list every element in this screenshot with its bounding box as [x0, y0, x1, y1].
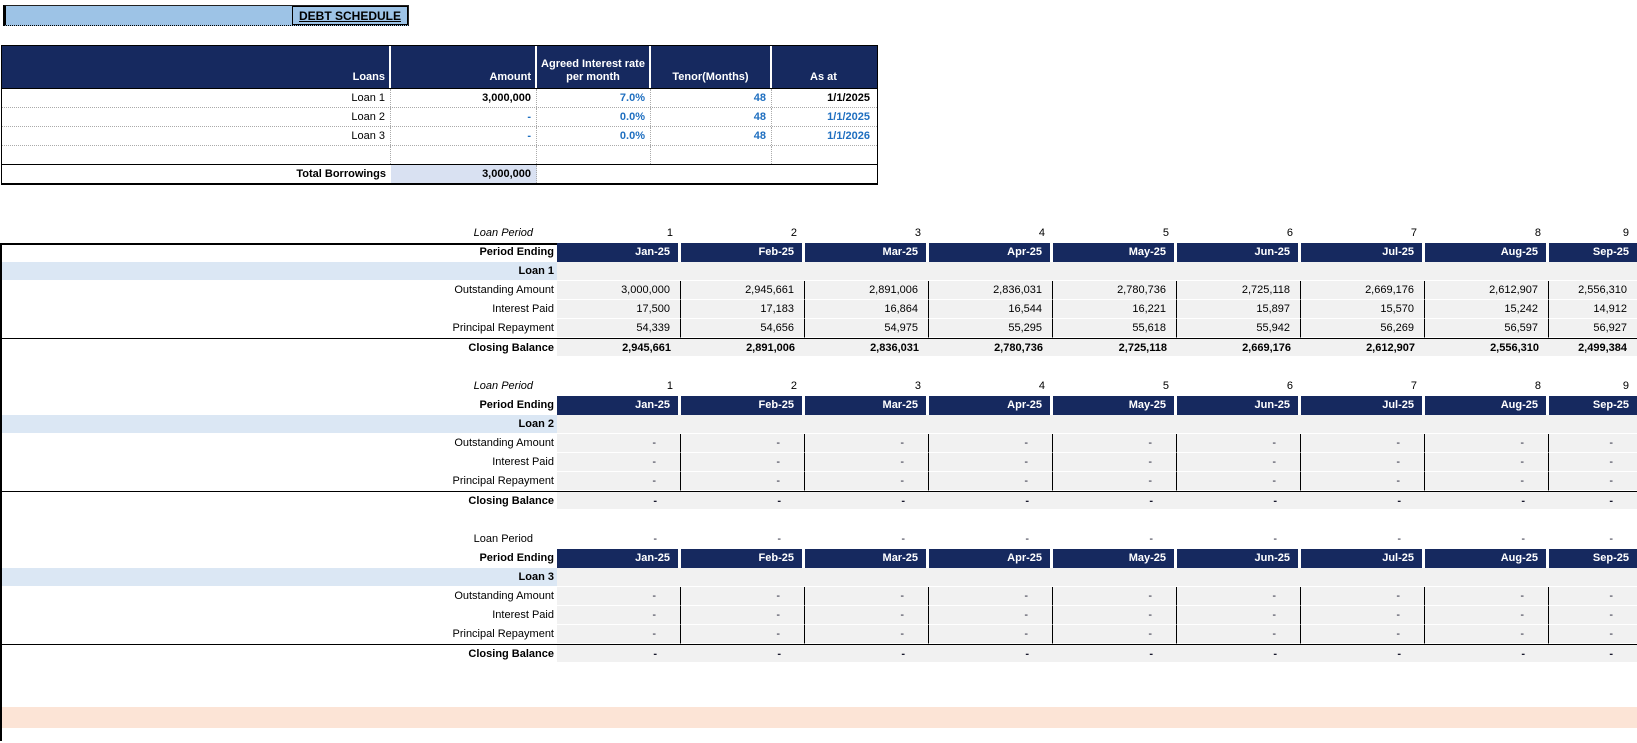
interest-value-cell[interactable]: - — [1301, 606, 1425, 625]
loan-name-band-row — [2, 568, 1637, 587]
loans-summary-table — [1, 45, 878, 185]
month-header-cell[interactable]: Jun-25 — [1177, 396, 1301, 415]
closing-value-cell[interactable]: 2,836,031 — [805, 339, 929, 357]
period-number-cell[interactable]: - — [1273, 533, 1277, 545]
principal-value-cell[interactable]: - — [805, 625, 929, 644]
principal-value-cell[interactable]: - — [1301, 472, 1425, 491]
interest-value-cell[interactable]: - — [929, 606, 1053, 625]
principal-value-cell[interactable]: - — [1549, 472, 1637, 491]
interest-value-cell[interactable]: - — [1177, 453, 1301, 472]
loan-name-label[interactable]: Loan 1 — [2, 262, 557, 281]
interest-value-cell[interactable]: 16,221 — [1053, 300, 1177, 319]
closing-value-cell[interactable]: - — [681, 645, 805, 663]
closing-value-cell[interactable]: - — [1549, 492, 1637, 510]
principal-value-cell[interactable]: - — [1301, 625, 1425, 644]
principal-value-cell[interactable]: - — [805, 472, 929, 491]
period-number-cell[interactable]: - — [777, 533, 781, 545]
period-number-cell[interactable]: 7 — [1410, 227, 1417, 239]
principal-value-cell[interactable]: 56,927 — [1549, 319, 1637, 338]
loan-name-cell[interactable]: Loan 3 — [2, 127, 391, 145]
loan-name-band-row — [2, 415, 1637, 434]
total-borrowings-label[interactable]: Total Borrowings — [296, 168, 386, 180]
closing-value-cell[interactable]: 2,891,006 — [681, 339, 805, 357]
outstanding-value-cell[interactable]: 2,836,031 — [929, 281, 1053, 300]
principal-value-cell[interactable]: 55,295 — [929, 319, 1053, 338]
principal-value-cell[interactable]: 56,597 — [1425, 319, 1549, 338]
loan-name-cell[interactable]: Loan 1 — [2, 89, 391, 107]
period-number-cell[interactable]: - — [1025, 533, 1029, 545]
loan-schedule-1 — [2, 224, 1637, 357]
loan-schedule-3 — [2, 530, 1637, 663]
period-number-cell[interactable]: 2 — [790, 227, 797, 239]
loan-tenor-cell[interactable]: 48 — [651, 89, 772, 107]
loan-as-at-cell[interactable]: 1/1/2026 — [827, 130, 870, 142]
period-ending-label[interactable]: Period Ending — [479, 552, 554, 564]
loan-period-row — [2, 224, 1637, 243]
interest-value-cell[interactable]: - — [681, 453, 805, 472]
period-number-cell[interactable]: 9 — [1622, 227, 1629, 239]
closing-value-cell[interactable]: - — [1549, 645, 1637, 663]
loan-period-label[interactable]: Loan Period — [473, 533, 533, 545]
principal-row — [2, 625, 1637, 644]
month-header-cell[interactable]: Mar-25 — [805, 549, 929, 568]
loan-rate-cell[interactable]: 0.0% — [537, 108, 651, 126]
closing-value-cell[interactable]: - — [1425, 492, 1549, 510]
outstanding-value-cell[interactable]: 2,945,661 — [681, 281, 805, 300]
closing-value-cell[interactable]: - — [805, 645, 929, 663]
interest-label[interactable]: Interest Paid — [492, 303, 554, 315]
interest-value-cell[interactable]: 17,183 — [681, 300, 805, 319]
month-header-cell[interactable]: Sep-25 — [1549, 243, 1637, 262]
period-number-cell[interactable]: 3 — [914, 380, 921, 392]
month-header-cell[interactable]: Mar-25 — [805, 396, 929, 415]
closing-value-cell[interactable]: 2,612,907 — [1301, 339, 1425, 357]
month-header-cell[interactable]: Aug-25 — [1425, 396, 1549, 415]
principal-value-cell[interactable]: - — [681, 472, 805, 491]
interest-row — [2, 300, 1637, 319]
principal-value-cell[interactable]: 55,942 — [1177, 319, 1301, 338]
closing-value-cell[interactable]: - — [929, 645, 1053, 663]
outstanding-value-cell[interactable]: 2,669,176 — [1301, 281, 1425, 300]
interest-value-cell[interactable]: - — [929, 453, 1053, 472]
period-number-cell[interactable]: - — [1521, 533, 1525, 545]
loan-band-fill — [557, 262, 1637, 281]
period-number-cell[interactable]: 6 — [1286, 380, 1293, 392]
loan-tenor-cell[interactable]: 48 — [651, 108, 772, 126]
closing-value-cell[interactable]: 2,669,176 — [1177, 339, 1301, 357]
loan-period-label[interactable]: Loan Period — [473, 380, 533, 392]
month-header-cell[interactable]: May-25 — [1053, 549, 1177, 568]
loan-rate-cell[interactable]: 7.0% — [537, 89, 651, 107]
period-ending-label[interactable]: Period Ending — [479, 399, 554, 411]
interest-value-cell[interactable]: 15,897 — [1177, 300, 1301, 319]
closing-value-cell[interactable]: - — [557, 492, 681, 510]
outstanding-value-cell[interactable]: - — [1425, 434, 1549, 453]
interest-value-cell[interactable]: - — [1549, 453, 1637, 472]
total-borrowings-row — [2, 164, 877, 183]
period-number-cell[interactable]: 9 — [1622, 380, 1629, 392]
principal-value-cell[interactable]: - — [929, 625, 1053, 644]
loan-rate-cell[interactable]: 0.0% — [537, 127, 651, 145]
month-header-cell[interactable]: May-25 — [1053, 396, 1177, 415]
outstanding-value-cell[interactable]: - — [1425, 587, 1549, 606]
outstanding-row — [2, 587, 1637, 606]
interest-row — [2, 453, 1637, 472]
month-header-cell[interactable]: Jun-25 — [1177, 549, 1301, 568]
closing-balance-label[interactable]: Closing Balance — [468, 648, 554, 660]
period-number-cell[interactable]: 4 — [1038, 380, 1045, 392]
month-header-cell[interactable]: Mar-25 — [805, 243, 929, 262]
outstanding-value-cell[interactable]: 2,780,736 — [1053, 281, 1177, 300]
month-header-cell[interactable]: Feb-25 — [681, 396, 805, 415]
principal-value-cell[interactable]: - — [1425, 472, 1549, 491]
header-cell-tenor[interactable]: Tenor(Months) — [651, 46, 772, 88]
month-header-cell[interactable]: Jul-25 — [1301, 396, 1425, 415]
principal-value-cell[interactable]: 55,618 — [1053, 319, 1177, 338]
empty-row — [2, 146, 877, 164]
period-ending-row — [2, 396, 1637, 415]
interest-value-cell[interactable]: - — [557, 453, 681, 472]
period-number-cell[interactable]: 4 — [1038, 227, 1045, 239]
loans-table-body — [2, 89, 877, 146]
closing-value-cell[interactable]: - — [805, 492, 929, 510]
interest-label[interactable]: Interest Paid — [492, 456, 554, 468]
closing-value-cell[interactable]: 2,725,118 — [1053, 339, 1177, 357]
outstanding-value-cell[interactable]: - — [1177, 434, 1301, 453]
period-number-cell[interactable]: - — [901, 533, 905, 545]
outstanding-value-cell[interactable]: - — [1301, 587, 1425, 606]
loan-name-label[interactable]: Loan 3 — [2, 568, 557, 587]
month-header-cell[interactable]: Sep-25 — [1549, 396, 1637, 415]
period-number-cell[interactable]: - — [1609, 533, 1613, 545]
closing-balance-row — [2, 644, 1637, 663]
period-number-cell[interactable]: - — [1397, 533, 1401, 545]
loan-as-at-cell[interactable]: 1/1/2025 — [827, 111, 870, 123]
principal-value-cell[interactable]: - — [929, 472, 1053, 491]
closing-value-cell[interactable]: - — [557, 645, 681, 663]
month-header-cell[interactable]: Apr-25 — [929, 396, 1053, 415]
outstanding-value-cell[interactable]: - — [929, 587, 1053, 606]
period-ending-row — [2, 243, 1637, 262]
loan-as-at-cell[interactable]: 1/1/2025 — [827, 92, 870, 104]
loan-name-cell[interactable]: Loan 2 — [2, 108, 391, 126]
month-header-cell[interactable]: Jan-25 — [557, 243, 681, 262]
period-number-cell[interactable]: 7 — [1410, 380, 1417, 392]
outstanding-row — [2, 281, 1637, 300]
outstanding-value-cell[interactable]: - — [1053, 434, 1177, 453]
month-header-cell[interactable]: Aug-25 — [1425, 243, 1549, 262]
interest-value-cell[interactable]: - — [1053, 606, 1177, 625]
month-header-cell[interactable]: Apr-25 — [929, 549, 1053, 568]
month-header-cell[interactable]: May-25 — [1053, 243, 1177, 262]
closing-value-cell[interactable]: - — [1301, 645, 1425, 663]
interest-value-cell[interactable]: 14,912 — [1549, 300, 1637, 319]
outstanding-value-cell[interactable]: - — [557, 434, 681, 453]
outstanding-value-cell[interactable]: 3,000,000 — [557, 281, 681, 300]
outstanding-row — [2, 434, 1637, 453]
month-header-cell[interactable]: Apr-25 — [929, 243, 1053, 262]
closing-balance-row — [2, 338, 1637, 357]
interest-row — [2, 606, 1637, 625]
principal-value-cell[interactable]: 54,339 — [557, 319, 681, 338]
month-header-cell[interactable]: Jan-25 — [557, 396, 681, 415]
period-number-cell[interactable]: 8 — [1534, 227, 1541, 239]
loan-amount-cell[interactable]: 3,000,000 — [391, 89, 537, 107]
closing-balance-label[interactable]: Closing Balance — [468, 495, 554, 507]
closing-value-cell[interactable]: 2,499,384 — [1549, 339, 1637, 357]
outstanding-label[interactable]: Outstanding Amount — [454, 437, 554, 449]
loan-period-row — [2, 377, 1637, 396]
bottom-highlight-band[interactable] — [2, 707, 1637, 728]
interest-value-cell[interactable]: - — [1425, 606, 1549, 625]
header-cell-amount[interactable]: Amount — [391, 46, 537, 88]
loan-period-row — [2, 530, 1637, 549]
period-number-cell[interactable]: 1 — [666, 380, 673, 392]
month-header-cell[interactable]: Feb-25 — [681, 243, 805, 262]
principal-row — [2, 319, 1637, 338]
loan-name-band-row — [2, 262, 1637, 281]
outstanding-value-cell[interactable]: 2,612,907 — [1425, 281, 1549, 300]
closing-value-cell[interactable]: - — [1053, 645, 1177, 663]
month-header-cell[interactable]: Jun-25 — [1177, 243, 1301, 262]
closing-value-cell[interactable]: - — [1425, 645, 1549, 663]
outstanding-value-cell[interactable]: - — [1177, 587, 1301, 606]
interest-value-cell[interactable]: 15,570 — [1301, 300, 1425, 319]
interest-value-cell[interactable]: - — [805, 453, 929, 472]
outstanding-value-cell[interactable]: - — [805, 434, 929, 453]
interest-value-cell[interactable]: 16,544 — [929, 300, 1053, 319]
interest-value-cell[interactable]: - — [805, 606, 929, 625]
principal-value-cell[interactable]: - — [1549, 625, 1637, 644]
period-number-cell[interactable]: - — [653, 533, 657, 545]
outstanding-value-cell[interactable]: - — [681, 434, 805, 453]
closing-value-cell[interactable]: 2,945,661 — [557, 339, 681, 357]
principal-row — [2, 472, 1637, 491]
month-header-cell[interactable]: Jan-25 — [557, 549, 681, 568]
closing-value-cell[interactable]: 2,556,310 — [1425, 339, 1549, 357]
principal-value-cell[interactable]: - — [1177, 472, 1301, 491]
interest-value-cell[interactable]: - — [1301, 453, 1425, 472]
principal-value-cell[interactable]: - — [1425, 625, 1549, 644]
interest-value-cell[interactable]: - — [1425, 453, 1549, 472]
period-number-cell[interactable]: 2 — [790, 380, 797, 392]
principal-value-cell[interactable]: - — [557, 472, 681, 491]
loan-row — [2, 127, 877, 146]
header-cell-loans[interactable]: Loans — [2, 46, 391, 88]
outstanding-value-cell[interactable]: - — [1549, 434, 1637, 453]
interest-value-cell[interactable]: - — [1549, 606, 1637, 625]
interest-value-cell[interactable]: - — [1177, 606, 1301, 625]
outstanding-value-cell[interactable]: 2,725,118 — [1177, 281, 1301, 300]
outstanding-value-cell[interactable]: - — [681, 587, 805, 606]
interest-value-cell[interactable]: 15,242 — [1425, 300, 1549, 319]
principal-value-cell[interactable]: - — [1053, 625, 1177, 644]
interest-value-cell[interactable]: - — [557, 606, 681, 625]
principal-value-cell[interactable]: - — [557, 625, 681, 644]
interest-value-cell[interactable]: 17,500 — [557, 300, 681, 319]
outstanding-value-cell[interactable]: 2,556,310 — [1549, 281, 1637, 300]
period-number-cell[interactable]: - — [1149, 533, 1153, 545]
month-header-cell[interactable]: Jul-25 — [1301, 549, 1425, 568]
period-number-cell[interactable]: 3 — [914, 227, 921, 239]
principal-value-cell[interactable]: 54,656 — [681, 319, 805, 338]
principal-value-cell[interactable]: 56,269 — [1301, 319, 1425, 338]
loan-tenor-cell[interactable]: 48 — [651, 127, 772, 145]
loans-table-header-row — [2, 46, 877, 89]
closing-value-cell[interactable]: 2,780,736 — [929, 339, 1053, 357]
principal-label[interactable]: Principal Repayment — [452, 322, 554, 334]
outstanding-label[interactable]: Outstanding Amount — [454, 590, 554, 602]
principal-value-cell[interactable]: - — [1177, 625, 1301, 644]
closing-balance-row — [2, 491, 1637, 510]
interest-value-cell[interactable]: - — [681, 606, 805, 625]
loan-row — [2, 89, 877, 108]
loan-row — [2, 108, 877, 127]
header-cell-as-at[interactable]: As at — [810, 71, 837, 83]
page-title[interactable]: DEBT SCHEDULE — [292, 6, 408, 25]
period-number-cell[interactable]: 8 — [1534, 380, 1541, 392]
outstanding-value-cell[interactable]: - — [1301, 434, 1425, 453]
closing-value-cell[interactable]: - — [1301, 492, 1425, 510]
closing-value-cell[interactable]: - — [1053, 492, 1177, 510]
total-borrowings-value[interactable]: 3,000,000 — [391, 165, 537, 183]
loan-name-label[interactable]: Loan 2 — [2, 415, 557, 434]
outstanding-label[interactable]: Outstanding Amount — [454, 284, 554, 296]
interest-value-cell[interactable]: - — [1053, 453, 1177, 472]
outstanding-value-cell[interactable]: - — [1053, 587, 1177, 606]
interest-label[interactable]: Interest Paid — [492, 609, 554, 621]
outstanding-value-cell[interactable]: - — [557, 587, 681, 606]
principal-value-cell[interactable]: - — [1053, 472, 1177, 491]
period-number-cell[interactable]: 5 — [1162, 227, 1169, 239]
month-header-cell[interactable]: Sep-25 — [1549, 549, 1637, 568]
loan-amount-cell[interactable]: - — [391, 108, 537, 126]
principal-value-cell[interactable]: - — [681, 625, 805, 644]
month-header-cell[interactable]: Feb-25 — [681, 549, 805, 568]
loan-schedule-2 — [2, 377, 1637, 510]
outstanding-value-cell[interactable]: - — [929, 434, 1053, 453]
principal-label[interactable]: Principal Repayment — [452, 475, 554, 487]
principal-value-cell[interactable]: 54,975 — [805, 319, 929, 338]
closing-value-cell[interactable]: - — [929, 492, 1053, 510]
interest-value-cell[interactable]: 16,864 — [805, 300, 929, 319]
closing-value-cell[interactable]: - — [1177, 645, 1301, 663]
period-number-cell[interactable]: 6 — [1286, 227, 1293, 239]
period-number-cell[interactable]: 1 — [666, 227, 673, 239]
closing-value-cell[interactable]: - — [1177, 492, 1301, 510]
loan-amount-cell[interactable]: - — [391, 127, 537, 145]
closing-value-cell[interactable]: - — [681, 492, 805, 510]
title-banner — [3, 5, 409, 26]
outstanding-value-cell[interactable]: - — [1549, 587, 1637, 606]
period-ending-label[interactable]: Period Ending — [479, 246, 554, 258]
principal-label[interactable]: Principal Repayment — [452, 628, 554, 640]
month-header-cell[interactable]: Aug-25 — [1425, 549, 1549, 568]
loan-band-fill — [557, 568, 1637, 587]
loan-period-label[interactable]: Loan Period — [473, 227, 533, 239]
header-cell-interest-rate[interactable]: Agreed Interest rate per month — [537, 46, 651, 88]
outstanding-value-cell[interactable]: 2,891,006 — [805, 281, 929, 300]
outstanding-value-cell[interactable]: - — [805, 587, 929, 606]
loan-band-fill — [557, 415, 1637, 434]
period-ending-row — [2, 549, 1637, 568]
closing-balance-label[interactable]: Closing Balance — [468, 342, 554, 354]
period-number-cell[interactable]: 5 — [1162, 380, 1169, 392]
month-header-cell[interactable]: Jul-25 — [1301, 243, 1425, 262]
